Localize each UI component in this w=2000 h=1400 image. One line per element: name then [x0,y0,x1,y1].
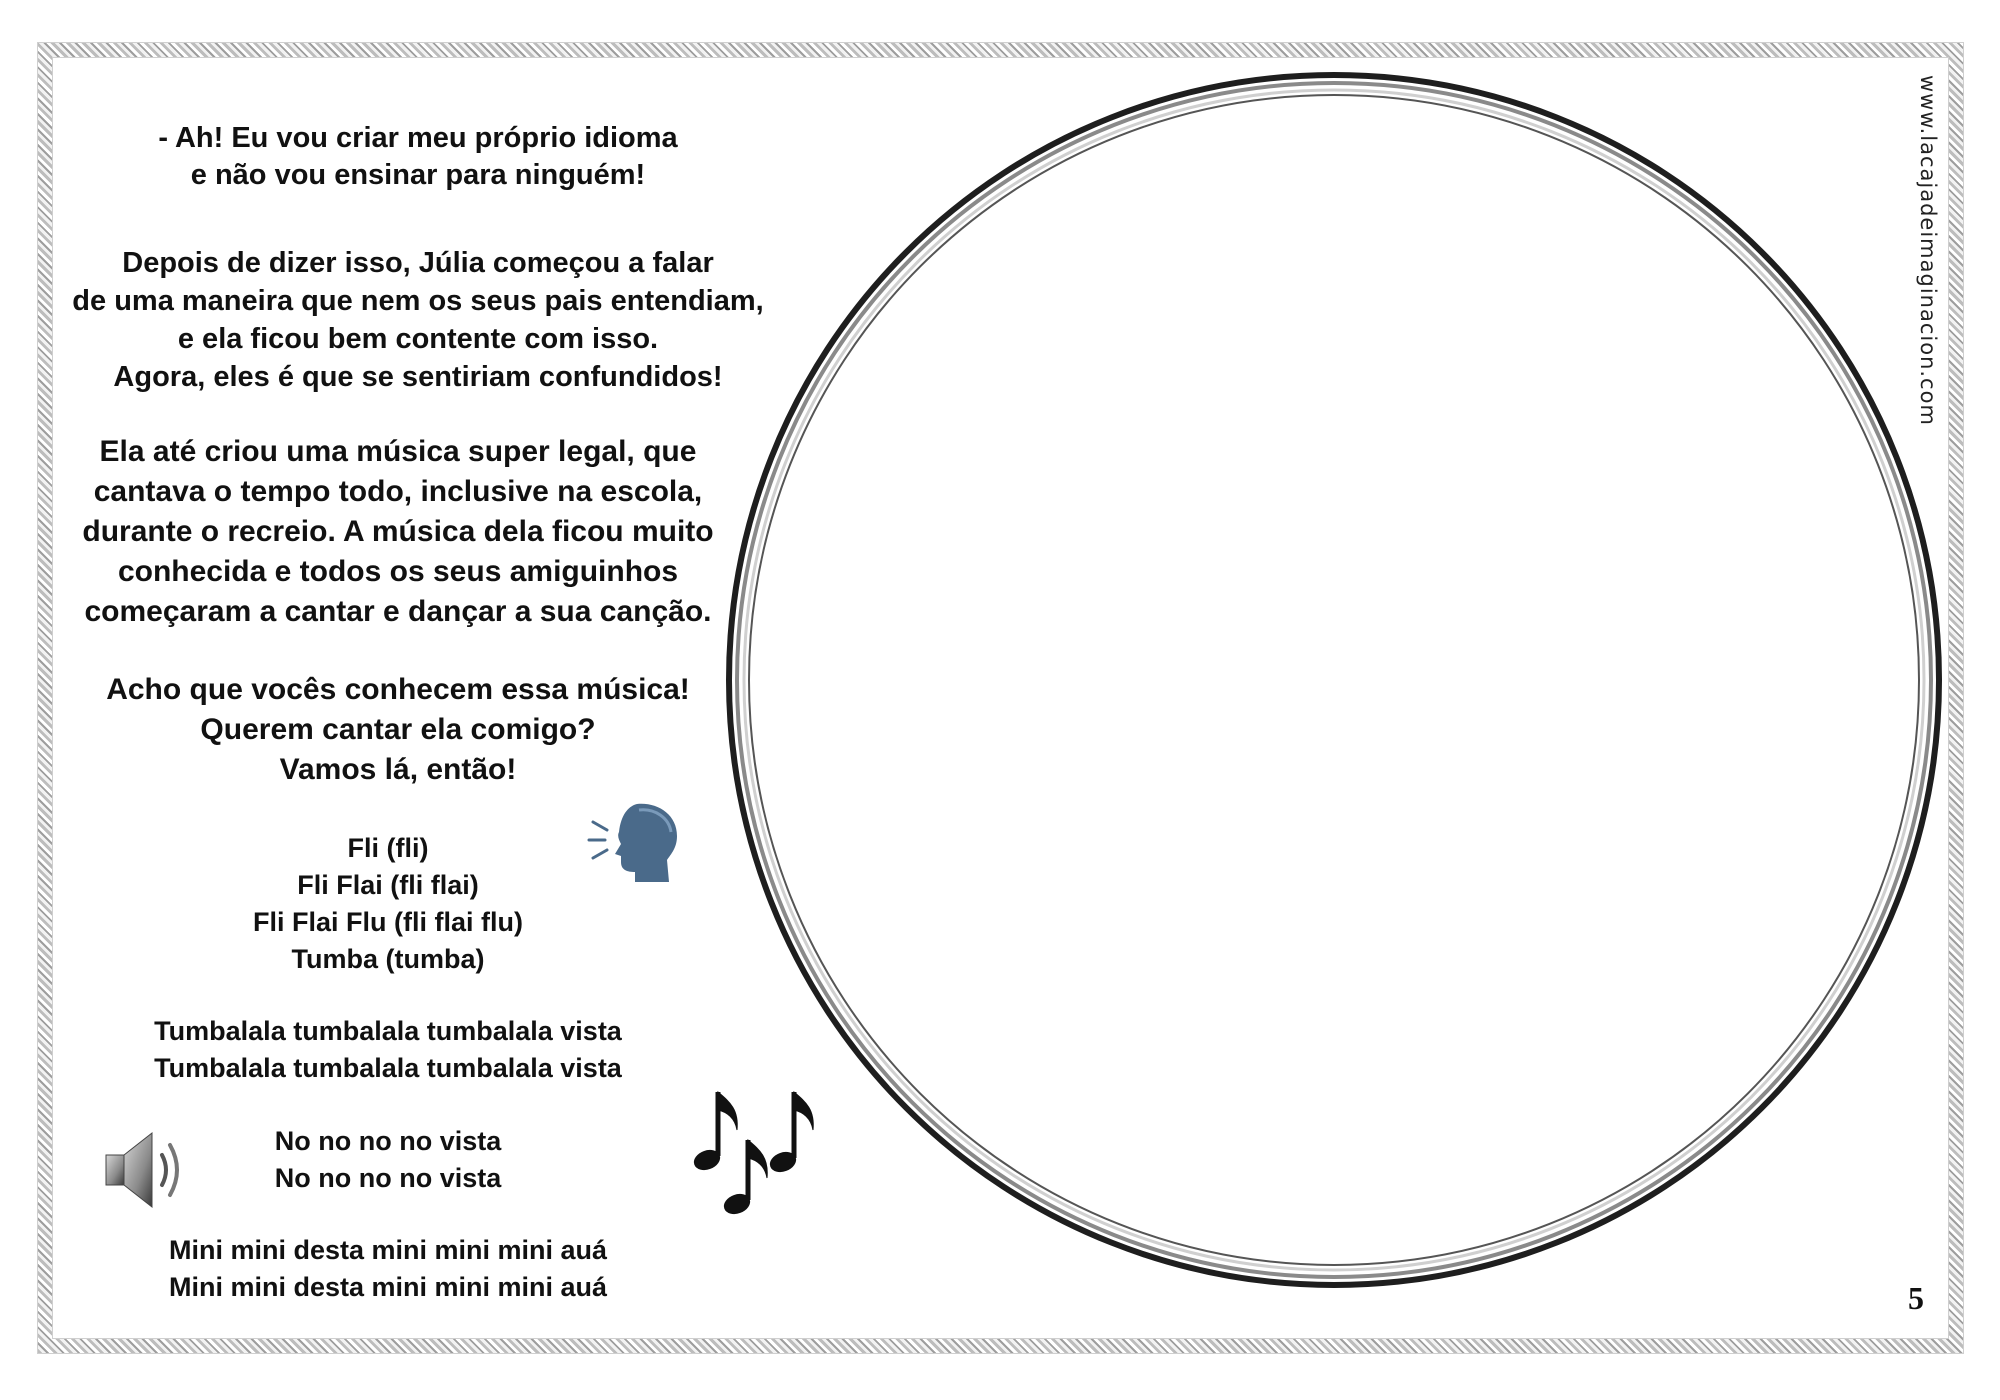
song-line: No no no no vista [274,1163,502,1193]
text-line: de uma maneira que nem os seus pais entendiam, [72,285,764,317]
song-line: Fli (fli) [347,833,429,863]
song-stanza-4 [68,1232,708,1306]
text-line: começaram a cantar e dançar a sua canção. [84,595,712,628]
text-line: Agora, eles é que se sentiriam confundidos! [113,361,723,393]
text-line: e não vou ensinar para ninguém! [190,159,646,191]
text-line: conhecida e todos os seus amiguinhos [117,555,679,588]
website-url: www.lacajadeimaginacion.com [1916,75,1940,426]
text-line: Vamos lá, então! [279,753,517,786]
speaker-volume-icon [100,1125,195,1215]
song-line: Fli Flai Flu (fli flai flu) [253,907,523,937]
page-number: 5 [1908,1280,1924,1316]
story-paragraph-1 [68,120,768,194]
song-line: Mini mini desta mini mini mini auá [168,1235,608,1265]
song-line: Tumbalala tumbalala tumbalala vista [154,1053,622,1083]
text-line: Ela até criou uma música super legal, que [99,435,697,468]
story-paragraph-2 [68,244,768,396]
text-line: cantava o tempo todo, inclusive na escola, [93,475,703,508]
story-paragraph-3 [68,432,728,632]
song-line: Tumbalala tumbalala tumbalala vista [154,1016,622,1046]
song-line: No no no no vista [274,1126,502,1156]
drawing-circle-frame [722,68,1947,1293]
musical-notes-icon [685,1080,835,1230]
song-line: Fli Flai (fli flai) [297,870,479,900]
song-line: Mini mini desta mini mini mini auá [168,1272,608,1302]
text-line: e ela ficou bem contente com isso. [177,323,659,355]
text-line: - Ah! Eu vou criar meu próprio idioma [158,122,678,154]
song-stanza-2 [68,1013,708,1087]
text-line: durante o recreio. A música dela ficou muito [82,515,714,548]
text-line: Querem cantar ela comigo? [200,713,596,746]
speaking-head-icon [585,800,685,885]
text-line: Acho que vocês conhecem essa música! [106,673,690,706]
story-paragraph-4 [68,670,728,790]
song-line: Tumba (tumba) [291,944,485,974]
text-line: Depois de dizer isso, Júlia começou a falar [122,247,714,279]
